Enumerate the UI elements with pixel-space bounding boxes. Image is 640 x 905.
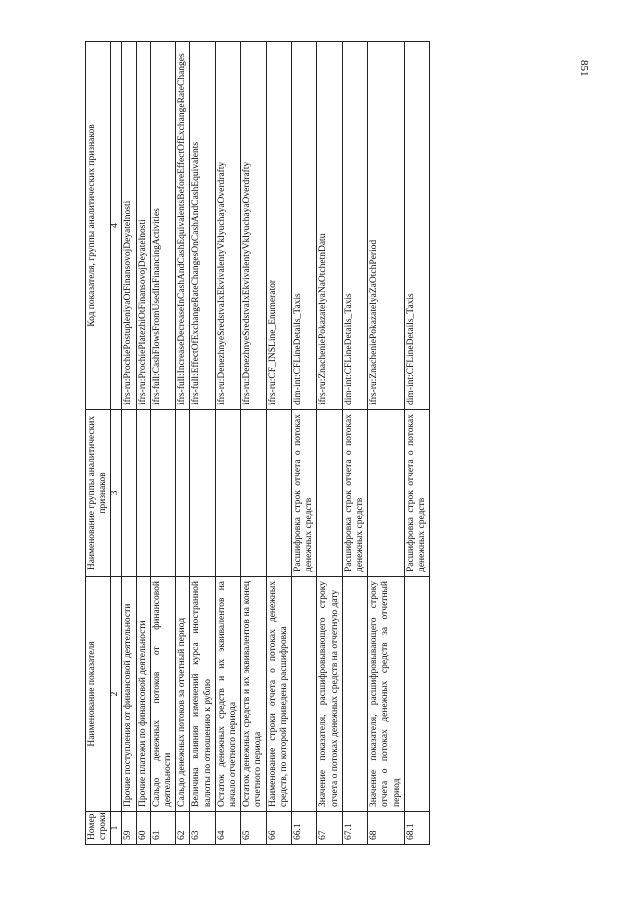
indicator-code: dim-int:CFLineDetails_Taxis [404,42,429,410]
indicator-code: ifrs-ru:ZnacheniePokazatelyaNaOtchetnDatu [317,42,342,410]
table-row [292,42,317,845]
table-row [317,42,342,845]
indicator-code: dim-int:CFLineDetails_Taxis [342,42,367,410]
group-name [266,410,291,577]
row-number: 60 [136,812,150,845]
column-number: 1 [111,812,122,845]
group-name [176,410,190,577]
indicator-table [85,41,430,845]
table-row [190,42,215,845]
row-number: 68.1 [404,812,429,845]
indicator-code: ifrs-full:IncreaseDecreaseInCashAndCashEquivalentsBeforeEffectOfExchangeRateChanges [176,42,190,410]
group-name [136,410,150,577]
table-row [150,42,175,845]
column-number: 4 [111,42,122,410]
table-row [122,42,136,845]
column-number: 2 [111,577,122,812]
row-number: 63 [190,812,215,845]
indicator-code: ifrs-full:CashFlowsFromUsedInFinancingActivities [150,42,175,410]
indicator-code: ifrs-full:EffectOfExchangeRateChangesOnCashAndCashEquivalents [190,42,215,410]
indicator-name: Сальдо денежных потоков от финансовой деятельности [150,577,175,812]
row-number: 61 [150,812,175,845]
row-number: 68 [368,812,405,845]
indicator-code: ifrs-ru:ProchiePlatezhiOtFinansovojDeyatelnosti [136,42,150,410]
row-number: 67 [317,812,342,845]
row-number: 66 [266,812,291,845]
table-row [136,42,150,845]
row-number: 67.1 [342,812,367,845]
table-row [241,42,266,845]
group-name [215,410,240,577]
table-row [215,42,240,845]
row-number: 65 [241,812,266,845]
group-name: Расшифровка строк отчета о потоках денежных средств [342,410,367,577]
group-name: Расшифровка строк отчета о потоках денежных средств [404,410,429,577]
row-number: 59 [122,812,136,845]
indicator-name: Наименование строки отчета о потоках денежных средств, по которой приведена расшифровка [266,577,291,812]
group-name [317,410,342,577]
group-name [122,410,136,577]
group-name [190,410,215,577]
header-indicator-name: Наименование показателя [86,577,111,812]
table-row [404,42,429,845]
indicator-name [404,577,429,812]
row-number: 62 [176,812,190,845]
indicator-name: Остаток денежных средств и их эквивалентов на начало отчетного периода [215,577,240,812]
indicator-name [292,577,317,812]
table-header-row [86,42,111,845]
table-row [368,42,405,845]
indicator-code: ifrs-ru:ZnacheniePokazatelyaZaOtchPeriod [368,42,405,410]
table-row [176,42,190,845]
indicator-code: ifrs-ru:DenezhnyeSredstvaIxEkvivalentyVklyuchayaOverdrafty [215,42,240,410]
indicator-name [342,577,367,812]
group-name: Расшифровка строк отчета о потоках денежных средств [292,410,317,577]
indicator-name: Значение показателя, расшифровывающего строку отчета о потоках денежных средств за отчетный период [368,577,405,812]
rotated-page-content [85,42,545,845]
indicator-name: Остаток денежных средств и их эквивалентов на конец отчетного периода [241,577,266,812]
column-number-row [111,42,122,845]
group-name [150,410,175,577]
indicator-code: ifrs-ru:DenezhnyeSredstvaIxEkvivalentyVklyuchayaOverdrafty [241,42,266,410]
indicator-name: Прочие платежи по финансовой деятельности [136,577,150,812]
table-row [266,42,291,845]
header-code: Код показателя, группы аналитических признаков [86,42,111,410]
indicator-code: ifrs-ru:ProchiePostupleniyaOtFinansovojDeyatelnosti [122,42,136,410]
column-number: 3 [111,410,122,577]
indicator-name: Величина влияния изменений курса иностранной валюты по отношению к рублю [190,577,215,812]
indicator-name: Значение показателя, расшифровывающего строку отчета о потоках денежных средств на отчетную дату [317,577,342,812]
row-number: 64 [215,812,240,845]
header-group-name: Наименование группы аналитических признаков [86,410,111,577]
group-name [368,410,405,577]
indicator-code: dim-int:CFLineDetails_Taxis [292,42,317,410]
indicator-name: Прочие поступления от финансовой деятельности [122,577,136,812]
indicator-name: Сальдо денежных потоков за отчетный период [176,577,190,812]
group-name [241,410,266,577]
row-number: 66.1 [292,812,317,845]
page-number: 851 [578,60,590,77]
indicator-code: ifrs-ru:CF_INSLine_Enumerator [266,42,291,410]
table-row [342,42,367,845]
header-row-number: Номер строки [86,812,111,845]
